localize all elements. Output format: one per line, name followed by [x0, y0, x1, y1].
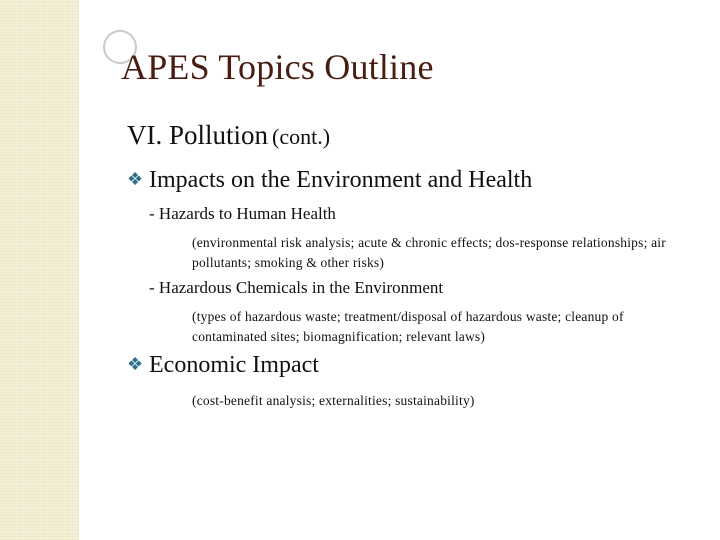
section-heading — [127, 120, 330, 151]
section-main-label: VI. Pollution — [127, 120, 269, 150]
slide-title: APES Topics Outline — [121, 47, 434, 87]
subitem-heading: - Hazards to Human Health — [149, 204, 336, 223]
subitem-heading: - Hazardous Chemicals in the Environment — [149, 278, 444, 297]
bullet-economic — [127, 352, 319, 379]
diamond-bullet-icon: ❖ — [127, 169, 144, 189]
bullet-detail: (cost-benefit analysis; externalities; sustainability) — [192, 393, 475, 408]
bullet-label: Economic Impact — [149, 352, 319, 378]
subitem-detail: (types of hazardous waste; treatment/disposal of hazardous waste; cleanup of contaminated sites; biomagnification; relevant laws) — [192, 309, 624, 344]
diamond-bullet-icon: ❖ — [127, 354, 144, 374]
decorative-sidebar — [0, 0, 79, 540]
subitem-detail: (environmental risk analysis; acute & chronic effects; dos-response relationships; air pollutants; smoking & other risks) — [192, 235, 666, 270]
bullet-impacts — [127, 167, 532, 194]
bullet-label: Impacts on the Environment and Health — [149, 167, 533, 193]
section-sub-label: (cont.) — [272, 124, 331, 149]
